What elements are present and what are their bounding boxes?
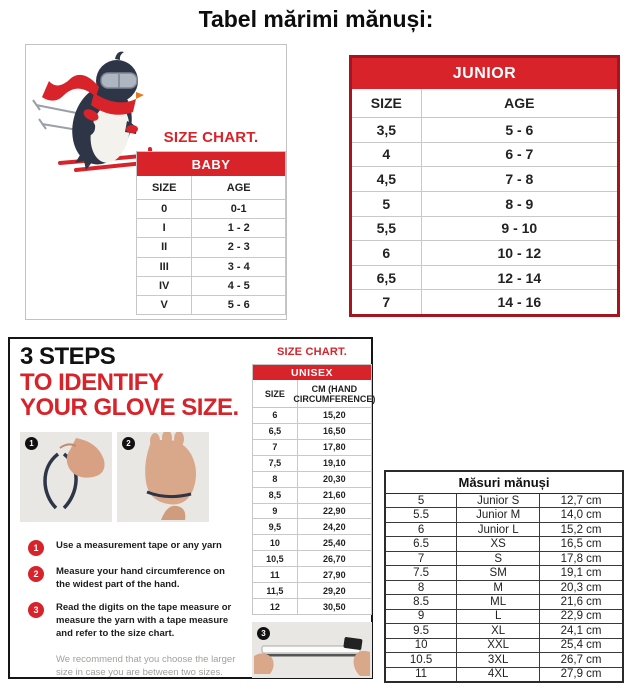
step-item (20, 601, 246, 641)
table-cell: 17,80 (297, 440, 371, 455)
table-row (352, 143, 617, 168)
photo-step-2 (117, 432, 209, 522)
table-cell: 17,8 cm (539, 552, 622, 565)
table-row (352, 290, 617, 314)
table-row (253, 599, 371, 614)
table-cell: 12 (269, 601, 280, 612)
table-cell: 10 - 12 (421, 241, 617, 265)
steps-panel (8, 337, 376, 679)
table-cell: 21,60 (297, 488, 371, 503)
page-title: Tabel mărimi mănuși: (198, 6, 434, 32)
table-cell: 26,7 cm (539, 653, 622, 666)
table-body (253, 408, 371, 614)
photo-step-3 (252, 622, 372, 678)
table-cell: 15,20 (297, 408, 371, 423)
table-cell: 4XL (456, 668, 539, 681)
table-cell: 10.5 (409, 653, 433, 666)
table-cell: 0 (161, 203, 168, 216)
table-cell: III (159, 260, 169, 273)
table-cell: 7.5 (413, 567, 430, 580)
table-cell: 4 - 5 (191, 277, 285, 295)
table-cell: 7 (382, 294, 391, 311)
photo-badge-2: 2 (122, 437, 135, 450)
finger-shape (150, 433, 160, 449)
unisex-size-table (252, 364, 376, 615)
table-cell: M (456, 581, 539, 594)
table-cell: 6 (272, 410, 278, 421)
table-row (253, 551, 371, 567)
table-body (352, 118, 617, 314)
penguin-tuft (115, 52, 124, 60)
table-cell: ML (456, 595, 539, 608)
table-cell: 14,0 cm (539, 508, 622, 521)
table-row (137, 200, 285, 219)
table-row (253, 567, 371, 583)
step-number-badge: 1 (28, 540, 44, 556)
table-cell: 10 (414, 639, 428, 652)
table-cell: 4 (382, 146, 391, 163)
step-number-badge: 2 (28, 566, 44, 582)
table-row (386, 595, 622, 609)
column-header-size: SIZE (370, 95, 402, 111)
table-row (386, 668, 622, 681)
table-cell: 5 - 6 (191, 296, 285, 314)
tape-shadow (262, 654, 360, 657)
table-row (386, 624, 622, 638)
table-row (386, 523, 622, 537)
table-row (386, 581, 622, 595)
table-cell: 7 - 8 (421, 167, 617, 191)
table-cell: 12 - 14 (421, 266, 617, 290)
table-cell: 5,5 (376, 220, 397, 237)
column-header-size: SIZE (264, 388, 285, 399)
step-text: Read the digits on the tape measure or measure the yarn with a tape measure and refer to the size chart. (56, 601, 232, 640)
table-row (253, 504, 371, 520)
table-row (386, 566, 622, 580)
table-cell: 6 - 7 (421, 143, 617, 167)
recommendation-note: We recommend that you choose the larger size in case you are between two sizes. (56, 653, 236, 679)
tape-measure-photo (252, 622, 372, 678)
table-header: UNISEX (253, 365, 371, 380)
heading-line-1: 3 STEPS (20, 343, 116, 370)
table-cell: 3,5 (376, 121, 397, 138)
photo-badge-3: 3 (257, 627, 270, 640)
table-cell: 7 (272, 442, 278, 453)
table-cell: 14 - 16 (421, 290, 617, 314)
table-row (352, 167, 617, 192)
table-row (253, 488, 371, 504)
unisex-column (252, 344, 376, 678)
heading-line-2: TO IDENTIFY (20, 368, 164, 396)
table-cell: 10,5 (266, 553, 284, 564)
table-cell: 7 (417, 552, 425, 565)
table-cell: 25,4 cm (539, 639, 622, 652)
table-row (137, 296, 285, 314)
table-cell: 12,7 cm (539, 494, 622, 507)
table-row (253, 456, 371, 472)
table-cell: 9.5 (413, 624, 430, 637)
table-cell: 27,9 cm (539, 668, 622, 681)
baby-size-table (136, 151, 286, 315)
table-row (253, 535, 371, 551)
table-cell: 29,20 (297, 583, 371, 598)
table-cell: 9 (272, 505, 278, 516)
table-row (253, 583, 371, 599)
column-header-row (352, 89, 617, 118)
table-row (386, 653, 622, 667)
table-cell: 22,90 (297, 504, 371, 519)
table-cell: 6 (417, 523, 425, 536)
table-cell: 5 (382, 195, 391, 212)
size-chart-label: SIZE CHART. (163, 129, 259, 146)
table-row (137, 258, 285, 277)
table-cell: 10 (269, 537, 280, 548)
table-cell: XS (456, 537, 539, 550)
step-photos (20, 432, 246, 522)
steps-list (20, 539, 246, 640)
table-cell: 6 (382, 244, 391, 261)
table-row (137, 219, 285, 238)
table-cell: 16,5 cm (539, 537, 622, 550)
table-row (352, 241, 617, 266)
table-cell: 25,40 (297, 535, 371, 550)
table-cell: 19,1 cm (539, 566, 622, 579)
table-row (253, 519, 371, 535)
table-cell: 8,5 (268, 490, 282, 501)
steps-column (20, 344, 246, 680)
table-cell: L (456, 610, 539, 623)
penguin-beak (136, 92, 144, 99)
step-number-badge: 3 (28, 602, 44, 618)
step-item (20, 539, 246, 556)
table-row (352, 217, 617, 242)
baby-panel (25, 44, 287, 320)
size-chart-label: SIZE CHART. (276, 346, 348, 358)
table-cell: 5 (417, 494, 425, 507)
table-row (253, 424, 371, 440)
table-cell: 22,9 cm (539, 610, 622, 623)
table-cell: 19,10 (297, 456, 371, 471)
table-header: Măsuri mănuși (386, 472, 622, 494)
table-row (253, 440, 371, 456)
column-header-age: AGE (191, 176, 285, 199)
table-cell: 3 - 4 (191, 258, 285, 276)
table-cell: 8 (272, 474, 278, 485)
table-row (137, 238, 285, 257)
table-cell: 21,6 cm (539, 595, 622, 608)
table-body (386, 494, 622, 681)
table-cell: 5 - 6 (421, 118, 617, 142)
table-row (352, 118, 617, 143)
table-row (137, 277, 285, 296)
table-cell: Junior S (456, 494, 539, 507)
table-cell: 20,30 (297, 472, 371, 487)
table-cell: 16,50 (297, 424, 371, 439)
table-cell: 20,3 cm (539, 581, 622, 594)
table-cell: 30,50 (297, 599, 371, 614)
table-row (386, 537, 622, 551)
table-cell: 8 - 9 (421, 192, 617, 216)
table-row (253, 472, 371, 488)
column-header-age: AGE (421, 89, 617, 117)
table-cell: 15,2 cm (539, 523, 622, 536)
table-cell: 9 (417, 610, 425, 623)
photo-badge-1: 1 (25, 437, 38, 450)
table-cell: V (160, 298, 168, 311)
table-row (386, 610, 622, 624)
masuri-manusi-table (384, 470, 624, 683)
table-row (386, 552, 622, 566)
column-header-size: SIZE (151, 181, 177, 194)
table-cell: II (161, 241, 168, 254)
table-row (386, 494, 622, 508)
table-cell: 8 (417, 581, 425, 594)
table-cell: 24,1 cm (539, 624, 622, 637)
photo-step-1 (20, 432, 112, 522)
table-cell: 11 (415, 668, 428, 681)
step-item (20, 565, 246, 592)
table-header: BABY (137, 152, 285, 176)
table-cell: 9,5 (268, 521, 282, 532)
table-row (253, 408, 371, 424)
table-cell: 3XL (456, 653, 539, 666)
steps-heading (20, 344, 246, 421)
table-cell: 1 - 2 (191, 219, 285, 237)
column-header-row (253, 380, 376, 408)
table-header: JUNIOR (352, 58, 617, 89)
table-row (352, 266, 617, 291)
table-row (386, 639, 622, 653)
step-text: Measure your hand circumference on the widest part of the hand. (56, 566, 225, 591)
table-cell: I (162, 222, 166, 235)
heading-line-3: YOUR GLOVE SIZE. (20, 394, 239, 422)
table-cell: 6.5 (413, 538, 430, 551)
table-cell: 0-1 (191, 200, 285, 218)
table-cell: 6,5 (268, 426, 282, 437)
table-cell: 26,70 (297, 551, 371, 566)
table-cell: 11,5 (266, 585, 284, 596)
column-header-row (137, 176, 285, 200)
table-cell: S (456, 552, 539, 565)
table-cell: 27,90 (297, 567, 371, 582)
table-cell: Junior M (456, 508, 539, 521)
step-text: Use a measurement tape or any yarn (56, 540, 222, 552)
table-cell: 11 (270, 569, 280, 580)
table-row (386, 508, 622, 522)
table-cell: 8.5 (413, 596, 430, 609)
table-cell: Junior L (456, 523, 539, 536)
junior-size-table (349, 55, 620, 317)
table-cell: 5.5 (413, 509, 430, 522)
table-cell: 7,5 (268, 458, 282, 469)
table-cell: XL (456, 624, 539, 637)
column-header-cm: CM (HAND CIRCUMFERENCE) (297, 380, 371, 407)
table-cell: 4,5 (376, 171, 397, 188)
table-cell: 9 - 10 (421, 217, 617, 241)
table-cell: XXL (456, 639, 539, 652)
table-cell: 6,5 (376, 269, 397, 286)
table-cell: 2 - 3 (191, 238, 285, 256)
table-body (137, 200, 285, 314)
table-cell: SM (456, 566, 539, 579)
table-cell: IV (158, 279, 170, 292)
table-row (352, 192, 617, 217)
table-cell: 24,20 (297, 519, 371, 534)
